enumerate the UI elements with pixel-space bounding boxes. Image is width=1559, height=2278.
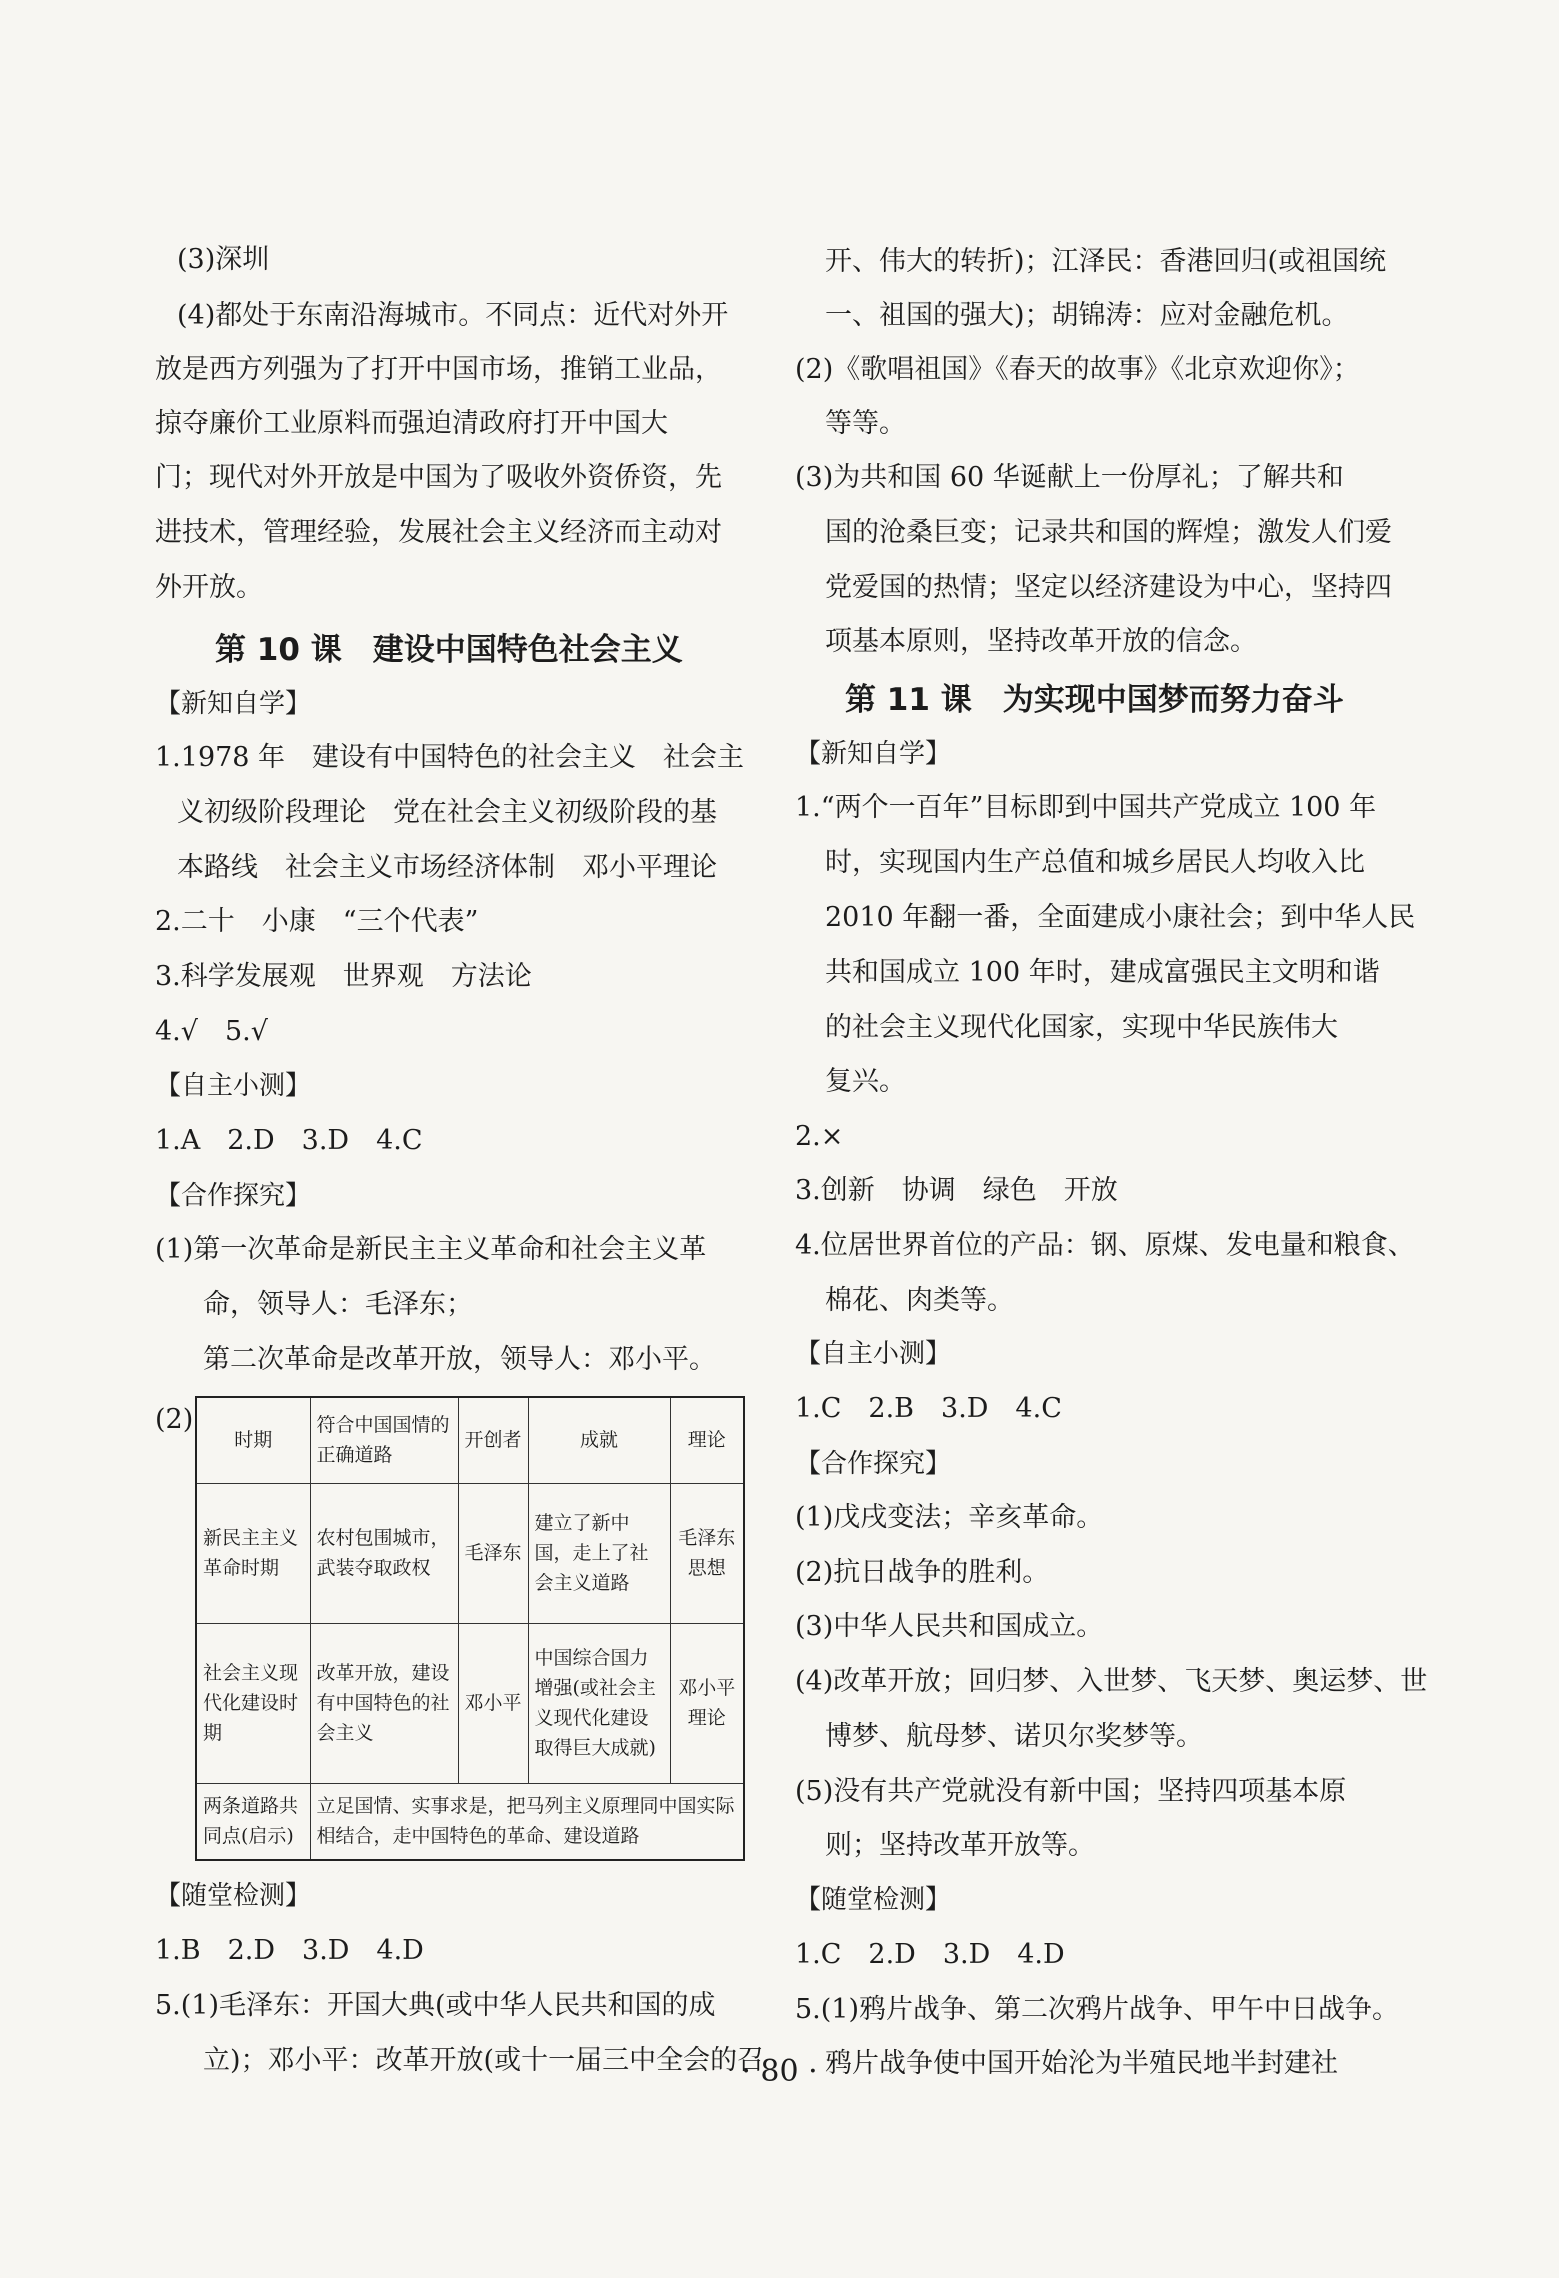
answer-line: 共和国成立 100 年时，建成富强民主文明和谐 (825, 957, 1380, 988)
lesson-title: 第 11 课 为实现中国梦而努力奋斗 (845, 682, 1344, 718)
answer-line: 4.√ 5.√ (155, 1016, 268, 1047)
answer-line: 3.科学发展观 世界观 方法论 (155, 961, 532, 992)
answer-line: (1)戊戌变法；辛亥革命。 (795, 1502, 1104, 1533)
table-header: 时期 (196, 1397, 310, 1483)
answer-line: 第二次革命是改革开放，领导人：邓小平。 (203, 1344, 716, 1375)
answer-line: (4)改革开放；回归梦、入世梦、飞天梦、奥运梦、世 (795, 1666, 1428, 1697)
answer-line: 1.B 2.D 3.D 4.D (155, 1935, 424, 1966)
answer-line: 5.(1)鸦片战争、第二次鸦片战争、甲午中日战争。 (795, 1994, 1400, 2025)
answer-line: (2)抗日战争的胜利。 (795, 1557, 1050, 1588)
table-cell: 立足国情、实事求是，把马列主义原理同中国实际相结合，走中国特色的革命、建设道路 (310, 1783, 744, 1860)
lesson-title: 第 10 课 建设中国特色社会主义 (215, 632, 683, 668)
table-cell: 邓小平 (458, 1623, 528, 1783)
answer-line: 棉花、肉类等。 (825, 1285, 1014, 1316)
section-header-suitang: 【随堂检测】 (795, 1885, 952, 1915)
section-header-xinzhi: 【新知自学】 (155, 689, 312, 719)
answer-line: 开、伟大的转折)；江泽民：香港回归(或祖国统 (825, 246, 1387, 277)
table-cell: 建立了新中国，走上了社会主义道路 (528, 1483, 670, 1623)
table-header: 开创者 (458, 1397, 528, 1483)
answer-line: 2.× (795, 1121, 844, 1152)
section-header-zizhu: 【自主小测】 (795, 1339, 952, 1369)
table-header: 理论 (670, 1397, 744, 1483)
comparison-table (195, 1396, 745, 1861)
answer-line: (3)为共和国 60 华诞献上一份厚礼；了解共和 (795, 462, 1344, 493)
table-label: (2) (155, 1404, 194, 1435)
answer-line: 掠夺廉价工业原料而强迫清政府打开中国大 (155, 408, 668, 439)
answer-line: 等等。 (825, 408, 906, 439)
section-header-xinzhi: 【新知自学】 (795, 739, 952, 769)
answer-line: 放是西方列强为了打开中国市场，推销工业品， (155, 354, 722, 385)
answer-line: 博梦、航母梦、诺贝尔奖梦等。 (825, 1721, 1203, 1752)
answer-line: 复兴。 (825, 1066, 906, 1097)
table-cell: 社会主义现代化建设时期 (196, 1623, 310, 1783)
table-cell: 两条道路共同点(启示) (196, 1783, 310, 1860)
table-cell: 改革开放，建设有中国特色的社会主义 (310, 1623, 458, 1783)
section-header-suitang: 【随堂检测】 (155, 1881, 312, 1911)
answer-line: 2010 年翻一番，全面建成小康社会；到中华人民 (825, 902, 1416, 933)
answer-line: (3)深圳 (177, 244, 270, 275)
answer-line: 2.二十 小康 “三个代表” (155, 906, 479, 937)
answer-line: 进技术，管理经验，发展社会主义经济而主动对 (155, 517, 722, 548)
table-cell: 毛泽东 (458, 1483, 528, 1623)
answer-line: 鸦片战争使中国开始沦为半殖民地半封建社 (825, 2048, 1338, 2079)
answer-line: 4.位居世界首位的产品：钢、原煤、发电量和粮食、 (795, 1230, 1415, 1261)
answer-line: 本路线 社会主义市场经济体制 邓小平理论 (177, 852, 717, 883)
section-header-zizhu: 【自主小测】 (155, 1071, 312, 1101)
answer-line: 时，实现国内生产总值和城乡居民人均收入比 (825, 847, 1365, 878)
page-number: · 80 · (741, 2054, 818, 2089)
answer-line: 3.创新 协调 绿色 开放 (795, 1175, 1118, 1206)
answer-line: 命，领导人：毛泽东； (203, 1289, 473, 1320)
table-row (196, 1623, 744, 1783)
answer-line: (1)第一次革命是新民主主义革命和社会主义革 (155, 1234, 707, 1265)
table-cell: 邓小平理论 (670, 1623, 744, 1783)
table-header: 成就 (528, 1397, 670, 1483)
answer-line: 5.(1)毛泽东：开国大典(或中华人民共和国的成 (155, 1990, 716, 2021)
section-header-hezuo: 【合作探究】 (155, 1181, 312, 1211)
answer-line: (5)没有共产党就没有新中国；坚持四项基本原 (795, 1776, 1347, 1807)
answer-line: (3)中华人民共和国成立。 (795, 1611, 1104, 1642)
answer-line: (2)《歌唱祖国》《春天的故事》《北京欢迎你》； (795, 354, 1360, 385)
table-cell: 中国综合国力增强(或社会主义现代化建设取得巨大成就) (528, 1623, 670, 1783)
table-cell: 毛泽东思想 (670, 1483, 744, 1623)
answer-line: 则；坚持改革开放等。 (825, 1830, 1095, 1861)
answer-line: 1.C 2.D 3.D 4.D (795, 1939, 1065, 1970)
answer-line: 外开放。 (155, 572, 263, 603)
answer-line: 1.C 2.B 3.D 4.C (795, 1393, 1062, 1424)
answer-line: 党爱国的热情；坚定以经济建设为中心，坚持四 (825, 572, 1392, 603)
answer-line: (4)都处于东南沿海城市。不同点：近代对外开 (177, 300, 729, 331)
table-header: 符合中国国情的正确道路 (310, 1397, 458, 1483)
answer-line: 一、祖国的强大)；胡锦涛：应对金融危机。 (825, 300, 1349, 331)
table-row (196, 1483, 744, 1623)
answer-line: 项基本原则，坚持改革开放的信念。 (825, 626, 1257, 657)
table-cell: 新民主主义革命时期 (196, 1483, 310, 1623)
answer-line: 的社会主义现代化国家，实现中华民族伟大 (825, 1012, 1338, 1043)
answer-line: 1.A 2.D 3.D 4.C (155, 1125, 423, 1156)
answer-line: 1.1978 年 建设有中国特色的社会主义 社会主 (155, 742, 745, 773)
section-header-hezuo: 【合作探究】 (795, 1449, 952, 1479)
table-header-row (196, 1397, 744, 1483)
answer-line: 义初级阶段理论 党在社会主义初级阶段的基 (177, 797, 717, 828)
answer-line: 立)；邓小平：改革开放(或十一届三中全会的召 (203, 2045, 765, 2076)
answer-line: 门；现代对外开放是中国为了吸收外资侨资，先 (155, 462, 722, 493)
answer-line: 1.“两个一百年”目标即到中国共产党成立 100 年 (795, 792, 1377, 823)
table-row (196, 1783, 744, 1860)
answer-line: 国的沧桑巨变；记录共和国的辉煌；激发人们爱 (825, 517, 1392, 548)
table-cell: 农村包围城市，武装夺取政权 (310, 1483, 458, 1623)
